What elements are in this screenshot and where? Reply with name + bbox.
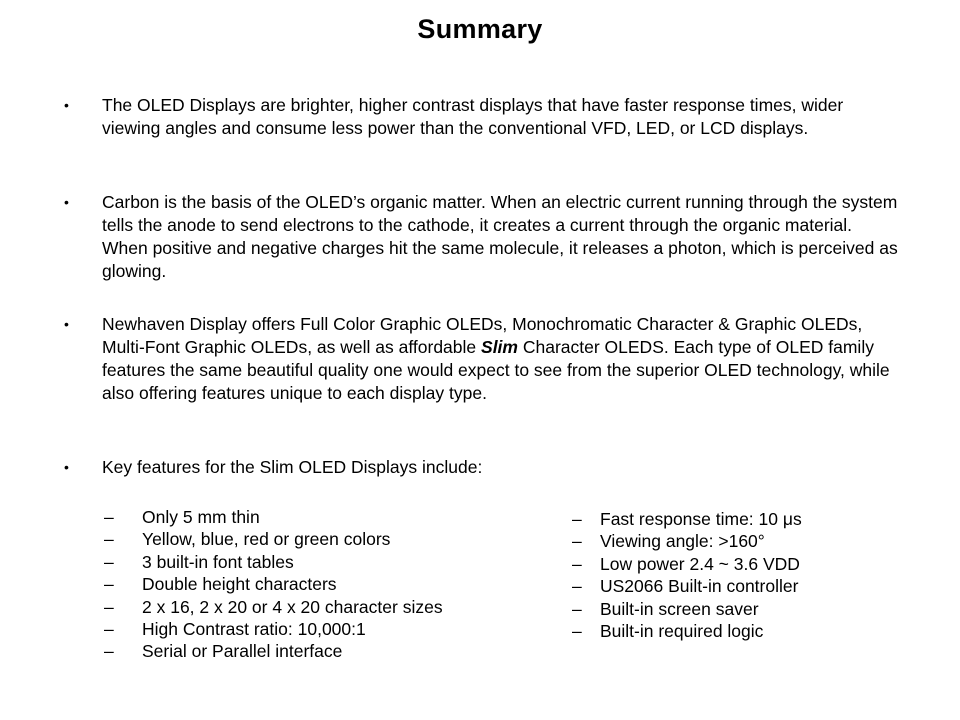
bullet-marker: • [64,459,69,475]
dash-marker: – [572,620,582,641]
bullet-text [102,313,902,405]
dash-marker: – [572,509,582,529]
feature-label: High Contrast ratio: 10,000:1 [142,618,366,639]
dash-marker: – [104,618,114,639]
dash-marker: – [104,596,114,617]
bullet-text: Carbon is the basis of the OLED’s organic matter. When an electric current running through the system tells the anode to send electrons to the cathode, it creates a current through the organic material. When positive and negative charges hit the same molecule, it releases a photon, which is perceived as glowing. [102,192,898,281]
dash-marker: – [572,598,582,619]
bullet-marker: • [64,316,69,332]
dash-marker: – [104,574,114,595]
slim-emphasis: Slim [481,337,518,357]
bullet-text: Key features for the Slim OLED Displays include: [102,457,483,477]
feature-label: Built-in screen saver [600,598,759,619]
bullet-text-part: Newhaven Display offers Full Color Graphic OLEDs, Monochromatic Character & Graphic OLEDs, Multi-Font Graphic OLEDs, as well as affordable [102,314,863,357]
feature-label: Yellow, blue, red or green colors [142,529,391,550]
feature-label: Serial or Parallel interface [142,641,343,662]
feature-label: 3 built-in font tables [142,551,294,572]
feature-label: 2 x 16, 2 x 20 or 4 x 20 character sizes [142,596,443,617]
bullet-marker: • [64,97,69,113]
bullet-text-part: Character OLEDS. Each type of OLED family features the same beautiful quality one would expect to see from the superior OLED technology, while also offering features unique to each display type. [102,337,890,403]
feature-label: Low power 2.4 ~ 3.6 VDD [600,553,800,574]
feature-label: Fast response time: 10 μs [600,509,802,529]
bullet-marker: • [64,194,69,210]
slide-title: Summary [417,14,543,44]
dash-marker: – [104,507,114,527]
dash-marker: – [104,529,114,550]
feature-label: US2066 Built-in controller [600,576,799,597]
bullet-text: The OLED Displays are brighter, higher contrast displays that have faster response times, wider viewing angles and consume less power than the conventional VFD, LED, or LCD displays. [102,95,844,138]
feature-label: Viewing angle: >160° [600,531,765,552]
feature-label: Double height characters [142,574,337,595]
dash-marker: – [572,576,582,597]
dash-marker: – [104,551,114,572]
dash-marker: – [104,641,114,662]
feature-label: Only 5 mm thin [142,507,260,527]
feature-label: Built-in required logic [600,620,764,641]
dash-marker: – [572,553,582,574]
dash-marker: – [572,531,582,552]
